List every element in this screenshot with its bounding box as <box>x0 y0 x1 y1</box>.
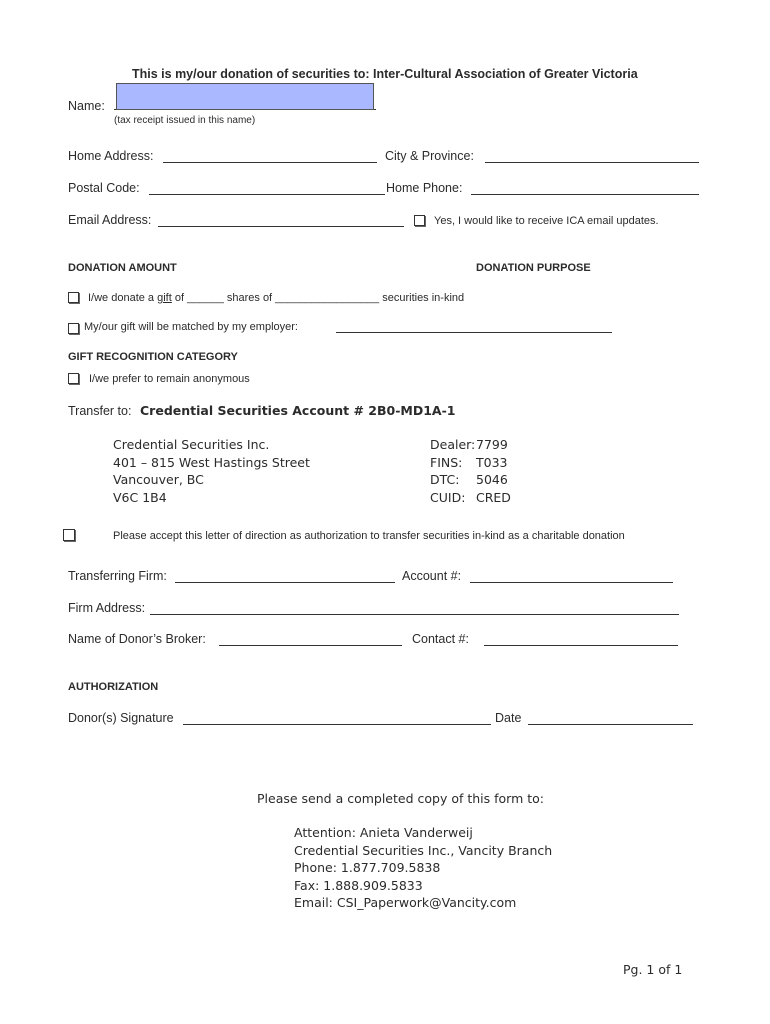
code-label: FINS: <box>430 455 463 470</box>
code-label: CUID: <box>430 490 466 505</box>
gift-recognition-heading: GIFT RECOGNITION CATEGORY <box>68 351 238 363</box>
send-to-line: Fax: 1.888.909.5833 <box>294 878 423 893</box>
send-to-line: Email: CSI_Paperwork@Vancity.com <box>294 895 517 910</box>
page-number: Pg. 1 of 1 <box>623 962 683 977</box>
authorization-checkbox[interactable] <box>63 529 75 541</box>
email-updates-checkbox[interactable] <box>414 215 425 226</box>
donation-purpose-heading: DONATION PURPOSE <box>476 262 591 274</box>
code-value: 7799 <box>476 437 508 452</box>
send-to-intro: Please send a completed copy of this form to: <box>257 791 545 806</box>
date-input[interactable] <box>528 724 693 725</box>
email-label: Email Address: <box>68 213 152 227</box>
broker-name-input[interactable] <box>219 645 402 646</box>
transfer-address-line: Vancouver, BC <box>113 472 204 487</box>
form-title: This is my/our donation of securities to: Inter-Cultural Association of Greater Victoria <box>132 67 638 81</box>
account-number-label: Account #: <box>402 569 462 583</box>
gift-checkbox[interactable] <box>68 292 79 303</box>
transfer-to-label: Transfer to: <box>68 404 132 418</box>
broker-name-label: Name of Donor’s Broker: <box>68 632 206 646</box>
gift-prefix: I/we donate a <box>88 292 155 304</box>
anonymous-label: I/we prefer to remain anonymous <box>89 373 250 385</box>
anonymous-checkbox[interactable] <box>68 373 79 384</box>
contact-number-input[interactable] <box>484 645 678 646</box>
city-province-input[interactable] <box>485 162 699 163</box>
send-to-line: Attention: Anieta Vanderweij <box>294 825 473 840</box>
postal-code-label: Postal Code: <box>68 181 140 195</box>
donation-amount-heading: DONATION AMOUNT <box>68 262 177 274</box>
gift-word: gift <box>157 292 172 304</box>
home-phone-input[interactable] <box>471 194 699 195</box>
name-hint: (tax receipt issued in this name) <box>114 115 256 126</box>
account-number-input[interactable] <box>470 582 673 583</box>
gift-details: of ______ shares of _________________ securities in-kind <box>174 292 465 304</box>
matched-checkbox[interactable] <box>68 323 79 334</box>
code-label: Dealer: <box>430 437 476 452</box>
signature-label: Donor(s) Signature <box>68 711 174 725</box>
employer-input[interactable] <box>336 332 612 333</box>
transfer-address-line: Credential Securities Inc. <box>113 437 270 452</box>
postal-code-input[interactable] <box>149 194 385 195</box>
authorization-text: Please accept this letter of direction as authorization to transfer securities in-kind as a charitable donation <box>113 530 625 542</box>
code-label: DTC: <box>430 472 460 487</box>
transfer-address-line: 401 – 815 West Hastings Street <box>113 455 310 470</box>
city-province-label: City & Province: <box>385 149 474 163</box>
firm-address-input[interactable] <box>150 614 679 615</box>
transferring-firm-label: Transferring Firm: <box>68 569 167 583</box>
email-input[interactable] <box>158 226 404 227</box>
send-to-line: Phone: 1.877.709.5838 <box>294 860 441 875</box>
home-address-input[interactable] <box>163 162 377 163</box>
name-label: Name: <box>68 99 105 113</box>
email-updates-label: Yes, I would like to receive ICA email updates. <box>434 215 659 227</box>
code-value: CRED <box>476 490 511 505</box>
send-to-line: Credential Securities Inc., Vancity Branch <box>294 843 553 858</box>
signature-input[interactable] <box>183 724 491 725</box>
transfer-address-line: V6C 1B4 <box>113 490 167 505</box>
date-label: Date <box>495 711 522 725</box>
code-value: 5046 <box>476 472 508 487</box>
matched-label: My/our gift will be matched by my employer: <box>84 321 298 333</box>
home-phone-label: Home Phone: <box>386 181 463 195</box>
home-address-label: Home Address: <box>68 149 154 163</box>
gift-line <box>88 292 464 304</box>
name-input[interactable] <box>116 83 374 110</box>
transfer-account: Credential Securities Account # 2B0-MD1A-1 <box>140 403 456 418</box>
contact-number-label: Contact #: <box>412 632 469 646</box>
code-value: T033 <box>476 455 508 470</box>
firm-address-label: Firm Address: <box>68 601 146 615</box>
transferring-firm-input[interactable] <box>175 582 395 583</box>
authorization-heading: AUTHORIZATION <box>68 681 159 693</box>
